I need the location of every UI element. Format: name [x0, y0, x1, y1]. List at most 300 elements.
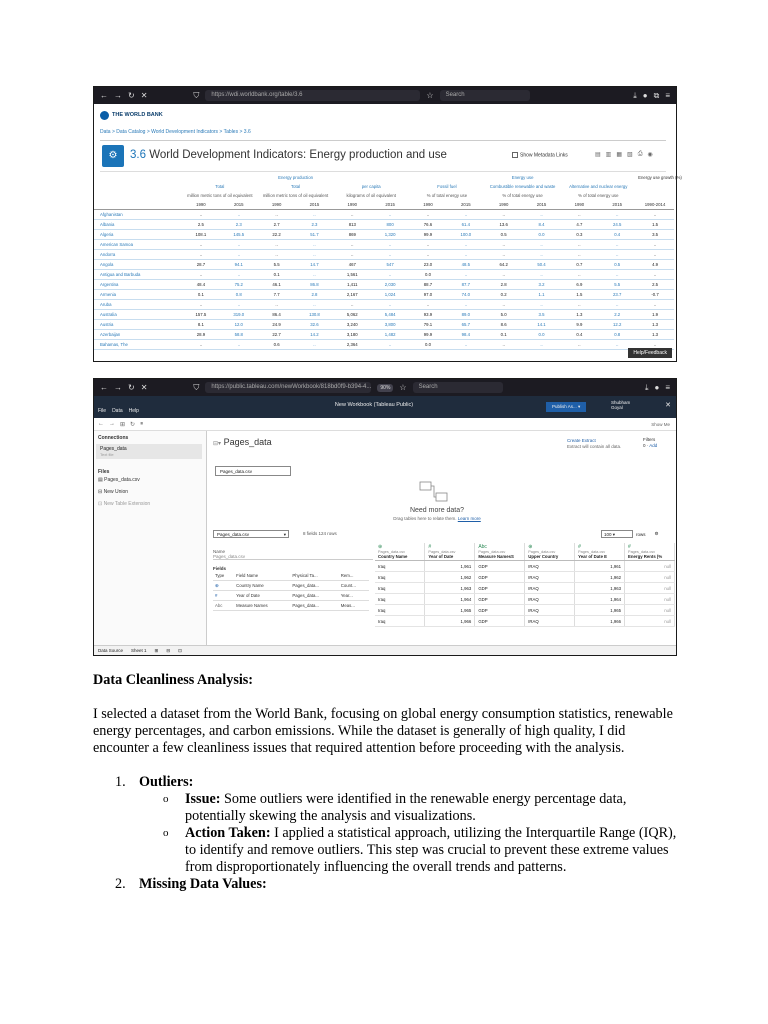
table-cell: 145.5	[233, 232, 245, 237]
new-union[interactable]	[98, 489, 206, 495]
blank-header	[94, 173, 182, 182]
table-cell: 2.3	[235, 222, 242, 227]
tableau-header	[94, 396, 676, 418]
table-cell: ..	[351, 302, 354, 307]
print-icon[interactable]: ⎙	[637, 151, 643, 157]
reload-icon[interactable]: ↻	[128, 91, 135, 100]
refresh-icon[interactable]: ↻	[130, 421, 136, 428]
create-extract-link[interactable]: Create Extract	[567, 438, 596, 443]
table-cell: ..	[616, 242, 619, 247]
shield-icon[interactable]: ⛉	[193, 383, 200, 392]
country-link[interactable]: Australia	[100, 312, 117, 317]
metadata-label: Show Metadata Links	[520, 152, 568, 159]
list-title: Outliers:	[139, 774, 194, 790]
list-number: 2.	[115, 876, 126, 892]
table-cell: ..	[351, 242, 354, 247]
downloads-icon[interactable]: ⤓	[644, 383, 649, 392]
grid-cell: null	[625, 594, 675, 605]
show-me[interactable]: Show Me	[651, 421, 670, 427]
table-cell: 48.5	[461, 262, 471, 267]
year-header: 2015	[447, 200, 485, 210]
table-number: 3.6	[130, 149, 146, 161]
list-title: Missing Data Values:	[139, 876, 267, 892]
table-cell: 22.7	[272, 332, 281, 337]
country-link[interactable]: Azerbaijan	[100, 332, 121, 337]
grid-row	[375, 583, 675, 594]
unit-header: % of total energy use	[578, 193, 619, 198]
table-cell: 0.1	[197, 292, 204, 297]
close-icon[interactable]: ✕	[665, 402, 671, 409]
country-link[interactable]: Antigua and Barbuda	[100, 272, 141, 277]
rows-label: rows	[636, 531, 646, 537]
table-cell: 157.5	[195, 312, 207, 317]
grid-cell: Iraq	[375, 572, 425, 583]
search-box[interactable]	[440, 90, 530, 101]
table-cell: 50.4	[537, 262, 546, 267]
tableau-toolbar	[94, 418, 676, 431]
table-cell: ..	[578, 342, 581, 347]
field-header: Rem...	[339, 571, 369, 581]
group-header: Energy production	[278, 175, 313, 180]
grid-cell: 1,961	[575, 561, 625, 572]
new-union-label: New Union	[103, 489, 129, 495]
col-header: Fossil fuel	[437, 184, 457, 189]
grid-cell: IRAQ	[525, 572, 575, 583]
add-filter-link[interactable]: Add	[649, 443, 658, 448]
bookmark-star-icon[interactable]: ☆	[399, 383, 407, 392]
table-cell: ..	[464, 302, 468, 307]
year-header: 2015	[371, 200, 409, 210]
table-cell: ..	[426, 252, 430, 257]
table-cell: 14.7	[310, 262, 319, 267]
table-cell: 800	[386, 222, 394, 227]
table-cell: ..	[426, 302, 430, 307]
column-name: Year of Date	[428, 554, 454, 559]
table-cell: 51.7	[310, 232, 319, 237]
energy-table	[94, 173, 682, 350]
grid-cell: IRAQ	[525, 616, 575, 627]
col-header: Alternative and nuclear energy	[569, 184, 628, 189]
table-cell: ..	[502, 252, 505, 257]
grid-cell: null	[625, 616, 675, 627]
close-icon[interactable]: ✕	[140, 383, 148, 392]
blank-header	[636, 191, 674, 200]
table-cell: 2.2	[614, 312, 621, 317]
grid-cell: null	[625, 605, 675, 616]
meta-name-value[interactable]: Pages_data.csv	[213, 554, 373, 560]
table-cell: 1.3	[652, 322, 659, 327]
table-cell: 2.7	[273, 222, 280, 227]
country-link[interactable]: Austria	[100, 322, 114, 327]
grid-cell: Iraq	[375, 561, 425, 572]
reload-icon[interactable]: ↻	[128, 383, 135, 392]
grid-cell: 1,964	[575, 594, 625, 605]
rows-input[interactable]: 100 ▾	[601, 530, 633, 538]
grid-column-header[interactable]	[525, 543, 575, 561]
filters: Filters 0 · Add	[643, 437, 658, 448]
table-cell: 86.8	[310, 282, 319, 287]
learn-more-link[interactable]: Learn more	[457, 516, 481, 521]
table-cell: ..	[388, 302, 392, 307]
table-cell: 88.7	[423, 282, 433, 287]
grid-cell: GDP	[475, 616, 525, 627]
grid-cell: 1,962	[425, 572, 475, 583]
field-header: Field Name	[234, 571, 290, 581]
bookmark-star-icon[interactable]: ☆	[426, 91, 434, 100]
table-cell: ..	[464, 272, 468, 277]
table-cell: ..	[199, 342, 203, 347]
table-cell: 58.8	[234, 332, 243, 337]
tab-sheet-1[interactable]: Sheet 1	[131, 648, 147, 653]
grid-cell: null	[625, 583, 675, 594]
country-link[interactable]: Algeria	[100, 232, 114, 237]
rows-control	[601, 530, 659, 538]
table-cell: ..	[351, 252, 354, 257]
field-row[interactable]	[213, 601, 369, 611]
table-cell: 22.2	[272, 232, 281, 237]
table-cell: ..	[237, 272, 240, 277]
tab-data-source[interactable]: Data Source	[98, 648, 124, 653]
menu-data[interactable]: Data	[112, 408, 123, 414]
column-name: Measure NamesS	[478, 554, 514, 559]
undo-icon[interactable]: ←	[98, 421, 104, 427]
grid-cell: IRAQ	[525, 605, 575, 616]
table-cell: 64.2	[499, 262, 508, 267]
table-cell: 2.3	[311, 222, 318, 227]
table-cell: 1.1	[538, 292, 545, 297]
grid-column-header[interactable]	[575, 543, 625, 561]
column-name: Country Name	[378, 554, 408, 559]
table-cell: ..	[616, 272, 619, 277]
table-cell: ..	[388, 272, 392, 277]
table-select[interactable]	[213, 530, 289, 538]
pause-icon[interactable]: ⏸	[140, 420, 144, 427]
grid-cell: Iraq	[375, 594, 425, 605]
new-datasource-icon[interactable]: ⊞	[120, 421, 126, 428]
grid-cell: 1,965	[425, 605, 475, 616]
bullet-icon: o	[163, 827, 169, 839]
forward-icon[interactable]: →	[114, 383, 122, 392]
country-link[interactable]: Bahamas, The	[100, 342, 128, 347]
connection-name: Pages_data	[100, 446, 127, 452]
table-cell: 87.7	[461, 282, 471, 287]
field-cell: Pages_data...	[290, 601, 338, 611]
table-cell: ..	[388, 252, 392, 257]
datasource-title	[213, 437, 272, 447]
union-icon: ⊟	[98, 489, 103, 495]
table-cell: ..	[502, 242, 505, 247]
search-box[interactable]	[413, 382, 503, 393]
extensions-icon[interactable]: ⧉	[653, 91, 660, 100]
table-cell: ..	[313, 242, 316, 247]
forward-icon[interactable]: →	[114, 91, 122, 100]
table-cell: -0.7	[651, 292, 659, 297]
grid-cell: 1,963	[425, 583, 475, 594]
tools	[595, 151, 653, 158]
table-cell: ..	[540, 302, 543, 307]
table-cell: 5.0	[500, 312, 507, 317]
grid-cell: GDP	[475, 583, 525, 594]
back-icon[interactable]: ←	[100, 383, 108, 392]
menu-icon[interactable]: ≡	[665, 91, 670, 100]
grid-cell: Iraq	[375, 583, 425, 594]
country-link[interactable]: Argentina	[100, 282, 119, 287]
country-link[interactable]: Andorra	[100, 252, 116, 257]
zoom-level[interactable]: 90%	[377, 384, 393, 392]
table-cell: 14.2	[310, 332, 319, 337]
table-cell: 3.5	[538, 312, 545, 317]
publish-label: Publish As...	[552, 404, 577, 409]
new-sheet-icon[interactable]: ⊞	[154, 647, 159, 653]
datasource-icon: ⊟▾	[213, 441, 222, 447]
fields-body	[213, 581, 369, 611]
table-cell: 65.7	[461, 322, 471, 327]
field-row[interactable]	[213, 591, 369, 601]
year-header: 2015	[220, 200, 258, 210]
url-bar[interactable]: https://wdi.worldbank.org/table/3.6	[205, 90, 420, 101]
table-cell: 8.1	[197, 322, 204, 327]
account-icon[interactable]: ●	[654, 383, 660, 392]
table-cell: ..	[540, 212, 543, 217]
worldbank-logo[interactable]	[100, 111, 163, 120]
menu-icon[interactable]: ≡	[665, 383, 670, 392]
field-cell: Count...	[339, 581, 369, 591]
year-header: 2015	[523, 200, 561, 210]
table-cell: ..	[426, 212, 430, 217]
table-cell: 48.4	[196, 282, 206, 287]
table-cell: ..	[653, 212, 657, 217]
shield-icon[interactable]: ⛉	[193, 91, 200, 100]
need-more-note	[367, 516, 507, 521]
table-row	[94, 290, 674, 300]
table-row	[94, 230, 674, 240]
table-cell: 1,024	[384, 292, 396, 297]
table-row	[94, 270, 674, 280]
table-cell: 1.9	[652, 312, 659, 317]
back-icon[interactable]: ←	[100, 91, 108, 100]
table-cell: 0.4	[614, 232, 621, 237]
grid-cell: Iraq	[375, 616, 425, 627]
table-cell: ..	[351, 212, 354, 217]
table-cell: 1,320	[384, 232, 396, 237]
publish-button[interactable]: Publish As... ▾	[546, 402, 586, 412]
grid-column-header[interactable]	[425, 543, 475, 561]
need-more-data	[367, 481, 507, 521]
connection-item[interactable]	[96, 444, 202, 459]
files-label: Files	[98, 469, 110, 475]
blank-header	[636, 182, 674, 191]
table-cell: 23.0	[423, 262, 433, 267]
url-bar[interactable]: https://public.tableau.com/newWorkbook/818bd0f9-b394-4...	[205, 382, 371, 393]
redo-icon[interactable]: →	[109, 421, 115, 427]
list-item	[93, 774, 683, 791]
table-cell: ..	[313, 272, 316, 277]
table-cell: 1,482	[384, 332, 396, 337]
field-type-icon: ⊕	[213, 581, 234, 591]
table-cell: 1.5	[652, 222, 659, 227]
table-cell: ..	[199, 252, 203, 257]
downloads-icon[interactable]: ⤓	[633, 91, 637, 100]
new-table-ext-label: New Table Extension	[103, 501, 151, 507]
table-cell: 8.6	[500, 322, 507, 327]
user-name[interactable]: Shubham Goyal	[611, 400, 631, 410]
table-cell: 2.8	[311, 292, 318, 297]
table-cell: ..	[388, 212, 392, 217]
field-cell: Pages_data...	[290, 591, 338, 601]
grid-cell: 1,963	[575, 583, 625, 594]
table-cell: ..	[540, 272, 543, 277]
table-cell: ..	[502, 342, 505, 347]
col-header: Total	[215, 184, 225, 189]
table-cell: 467	[348, 262, 356, 267]
energy-icon: ⚙	[102, 145, 124, 167]
table-cell: 130.8	[309, 312, 320, 317]
country-link[interactable]: Afghanistan	[100, 212, 123, 217]
unit-header: kilograms of oil equivalent	[346, 193, 396, 198]
table-cell: 97.0	[423, 292, 433, 297]
table-cell: ..	[578, 252, 581, 257]
field-type-icon: ⊕	[528, 544, 533, 550]
table-cell: ..	[313, 302, 316, 307]
country-link[interactable]: Albania	[100, 222, 115, 227]
doc-icon[interactable]: ▧	[627, 152, 633, 158]
connection-type: Text file	[100, 452, 114, 457]
table-cell: 5,484	[384, 312, 396, 317]
table-cell: ..	[237, 212, 240, 217]
table-row	[94, 340, 674, 350]
table-cell: ..	[199, 212, 203, 217]
field-type-icon: ⊕	[378, 544, 383, 550]
table-cell: 94.1	[234, 262, 243, 267]
table-row	[94, 320, 674, 330]
country-link[interactable]: Armenia	[100, 292, 117, 297]
close-icon[interactable]: ✕	[140, 91, 148, 100]
account-icon[interactable]: ●	[642, 91, 648, 100]
table-cell: 0.7	[576, 262, 583, 267]
grid-cell: Iraq	[375, 605, 425, 616]
checkbox-icon[interactable]	[512, 152, 518, 158]
grid-cell: null	[625, 561, 675, 572]
new-dashboard-icon[interactable]: ⊟	[166, 647, 171, 653]
csv-icon[interactable]: ▥	[605, 152, 612, 158]
file-name: Pages_data.csv	[104, 477, 140, 483]
grid-cell: IRAQ	[525, 594, 575, 605]
grid-column-header[interactable]	[475, 543, 525, 561]
table-cell: 0.0	[538, 332, 545, 337]
year-header: 1990	[182, 200, 220, 210]
table-cell: ..	[237, 302, 240, 307]
table-cell: 2,030	[384, 282, 396, 287]
new-table-extension[interactable]	[98, 501, 206, 507]
field-cell: Year of Date	[234, 591, 290, 601]
year-header: 2015	[296, 200, 334, 210]
country-link[interactable]: Aruba	[100, 302, 112, 307]
grid-cell: GDP	[475, 561, 525, 572]
table-cell: ..	[578, 212, 581, 217]
share-icon[interactable]: ◉	[647, 152, 653, 158]
table-cell: 28.9	[196, 332, 206, 337]
browser-toolbar	[94, 87, 676, 104]
grid-column-header[interactable]	[375, 543, 425, 561]
table-cell: ..	[388, 242, 392, 247]
page-title	[130, 149, 447, 161]
help-feedback-button[interactable]: Help/Feedback	[628, 348, 672, 358]
table-cell: 3,180	[346, 332, 358, 337]
table-cell: 61.4	[461, 222, 471, 227]
menu-file[interactable]: File	[98, 408, 107, 414]
new-story-icon[interactable]: ⊡	[178, 647, 182, 653]
datasource-name[interactable]: Pages_data	[223, 437, 272, 447]
table-cell: ..	[653, 342, 657, 347]
table-cell: 9.9	[576, 322, 583, 327]
chevron-down-icon: ▾	[283, 532, 286, 537]
canvas-table-pill[interactable]: Pages_data.csv	[215, 466, 291, 476]
grid-cell: 1,966	[425, 616, 475, 627]
table-cell: ..	[199, 272, 203, 277]
grid-column-header[interactable]	[625, 543, 675, 561]
grid-cell: IRAQ	[525, 561, 575, 572]
table-cell: 24.5	[613, 222, 622, 227]
table-cell: 98.4	[461, 332, 471, 337]
filters-count: 0	[643, 443, 646, 448]
table-cell: ..	[540, 342, 543, 347]
table-cell: ..	[653, 252, 657, 257]
table-cell: 0.0	[424, 272, 431, 277]
file-item[interactable]	[98, 477, 206, 483]
table-cell: ..	[275, 302, 278, 307]
excel-icon[interactable]: ▤	[595, 152, 601, 158]
table-cell: 0.1	[500, 332, 507, 337]
fields-table	[213, 571, 369, 611]
table-cell: 0.5	[614, 262, 621, 267]
breadcrumb[interactable]: Data > Data Catalog > World Development Indicators > Tables > 3.6	[100, 129, 251, 135]
grid-header-row	[375, 543, 675, 561]
table-cell: 0.8	[235, 292, 242, 297]
column-source: Pages_data.csv	[578, 550, 606, 554]
gear-icon[interactable]: ⚙	[654, 531, 659, 536]
column-source: Pages_data.csv	[478, 550, 506, 554]
table-cell: 75.2	[234, 282, 243, 287]
unit-header: % of total energy use	[426, 193, 468, 198]
table-row	[94, 220, 674, 230]
table-cell: 3,240	[346, 322, 358, 327]
table-cell: 0.6	[273, 342, 280, 347]
table-cell: 74.0	[461, 292, 471, 297]
grid-row	[375, 594, 675, 605]
field-header: Type	[213, 571, 234, 581]
menu-help[interactable]: Help	[128, 408, 139, 414]
year-row	[94, 200, 674, 210]
table-cell: 99.9	[423, 332, 433, 337]
table-cell: 12.0	[234, 322, 243, 327]
table-cell: 3.5	[652, 232, 659, 237]
metadata-toggle[interactable]	[512, 152, 568, 158]
field-row[interactable]	[213, 581, 369, 591]
document-body	[93, 672, 683, 893]
table-cell: 5,062	[346, 312, 358, 317]
workbook-title: New Workbook (Tableau Public)	[334, 402, 414, 408]
country-link[interactable]: American Samoa	[100, 242, 133, 247]
country-link[interactable]: Angola	[100, 262, 114, 267]
browser-toolbar	[94, 379, 676, 396]
table-cell: ..	[616, 342, 619, 347]
pdf-icon[interactable]: ▦	[616, 152, 623, 158]
column-source: Pages_data.csv	[428, 550, 456, 554]
table-cell: 6.9	[576, 282, 583, 287]
table-cell: 76.6	[423, 222, 433, 227]
grid-cell: 1,962	[575, 572, 625, 583]
year-header: 1990	[560, 200, 598, 210]
